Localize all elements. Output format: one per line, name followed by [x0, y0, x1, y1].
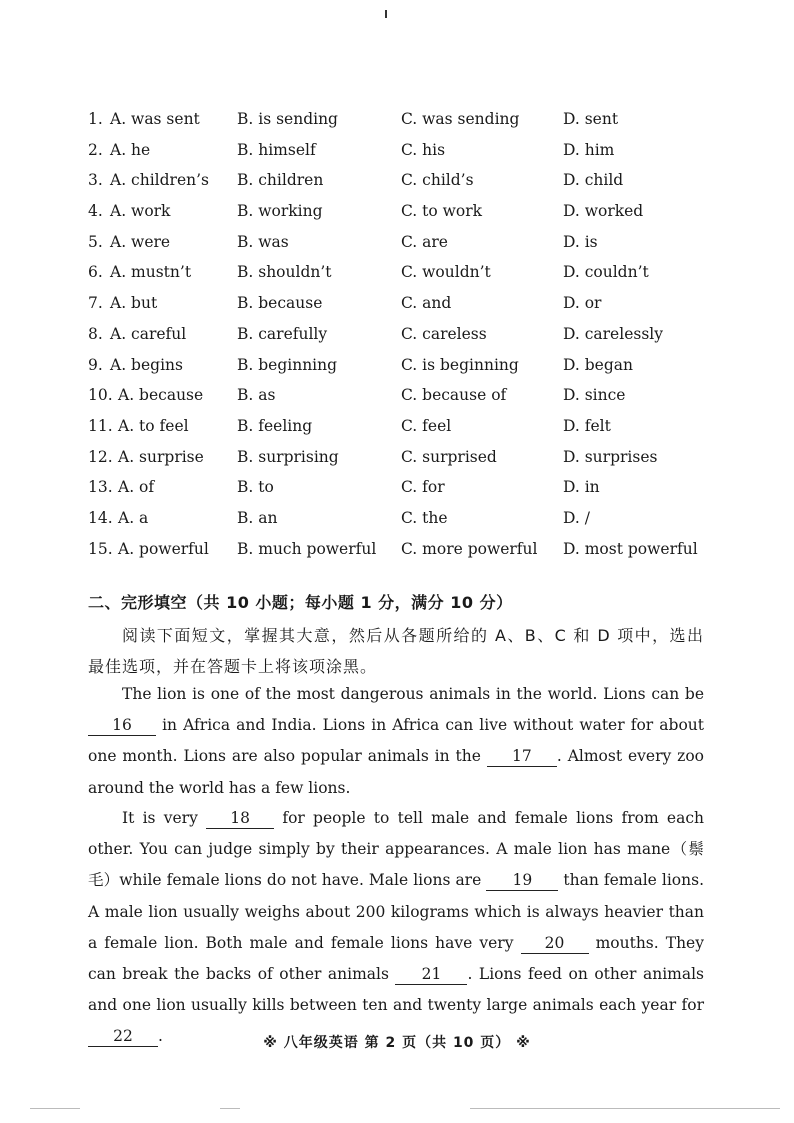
question-number: 15.	[88, 539, 113, 558]
option-b: B. feeling	[237, 416, 313, 435]
option-c: C. his	[401, 140, 446, 159]
option-row	[88, 322, 728, 353]
passage-text: in Africa and India. Lions in Africa can live without water for about one month. Lions are also popular animals in the	[88, 716, 704, 766]
option-b: B. as	[237, 386, 276, 405]
question-number: 4.	[88, 202, 103, 221]
option-c: C. to work	[401, 202, 483, 221]
page-top-mark	[385, 10, 387, 18]
option-d: D. /	[563, 508, 590, 527]
passage-text: mouths. They can break the backs of other animals	[88, 933, 704, 984]
question-number: 2.	[88, 140, 103, 159]
option-row	[88, 199, 728, 230]
option-b: B. was	[237, 232, 289, 251]
option-c: C. and	[401, 294, 452, 313]
option-b: B. to	[237, 478, 274, 497]
option-c: C. for	[401, 478, 445, 497]
option-a: A. of	[118, 478, 155, 497]
section-instructions: 阅读下面短文，掌握其大意，然后从各题所给的 A、B、C 和 D 项中，选出最佳选项，并在答题卡上将该项涂黑。	[88, 626, 704, 676]
blank-17: 17	[487, 746, 557, 767]
option-d: D. or	[563, 294, 602, 313]
option-row	[88, 353, 728, 384]
option-a: A. surprise	[118, 447, 204, 466]
question-number: 13.	[88, 478, 113, 497]
option-d: D. worked	[563, 202, 644, 221]
option-row	[88, 506, 728, 537]
option-d: D. since	[563, 386, 626, 405]
option-a: A. children’s	[110, 171, 209, 190]
option-b: B. beginning	[237, 355, 338, 374]
option-c: C. careless	[401, 324, 487, 343]
blank-16: 16	[88, 715, 156, 736]
question-number: 12.	[88, 447, 113, 466]
blank-19: 19	[486, 870, 558, 891]
question-number: 6.	[88, 263, 103, 282]
option-c: C. surprised	[401, 447, 497, 466]
option-c: C. the	[401, 508, 448, 527]
option-b: B. much powerful	[237, 539, 377, 558]
option-d: D. carelessly	[563, 324, 663, 343]
question-number: 14.	[88, 508, 113, 527]
answer-options	[88, 107, 728, 567]
option-d: D. child	[563, 171, 624, 190]
option-a: A. a	[118, 508, 149, 527]
option-b: B. is sending	[237, 110, 338, 128]
option-row	[88, 107, 728, 138]
section-title: 二、完形填空（共 10 小题；每小题 1 分，满分 10 分）	[88, 593, 513, 612]
option-c: C. was sending	[401, 110, 520, 128]
option-c: C. is beginning	[401, 355, 519, 374]
blank-20: 20	[521, 933, 589, 954]
option-c: C. child’s	[401, 171, 474, 190]
option-a: A. were	[110, 232, 171, 251]
option-b: B. an	[237, 508, 278, 527]
option-row	[88, 383, 728, 414]
option-a: A. but	[110, 294, 158, 313]
option-b: B. shouldn’t	[237, 263, 332, 282]
blank-21: 21	[395, 964, 467, 985]
option-a: A. mustn’t	[110, 263, 192, 282]
option-a: A. begins	[110, 355, 183, 374]
option-b: B. because	[237, 294, 323, 313]
option-d: D. sent	[563, 110, 619, 128]
option-a: A. to feel	[118, 416, 189, 435]
option-d: D. most powerful	[563, 539, 698, 558]
question-number: 5.	[88, 232, 103, 251]
question-number: 1.	[88, 110, 103, 128]
option-c: C. wouldn’t	[401, 263, 491, 282]
option-d: D. couldn’t	[563, 263, 649, 282]
blank-18: 18	[206, 808, 274, 829]
page-footer: ※ 八年级英语 第 2 页（共 10 页） ※	[263, 1035, 531, 1051]
option-row	[88, 291, 728, 322]
option-a: A. careful	[110, 324, 187, 343]
option-a: A. he	[110, 140, 151, 159]
option-b: B. carefully	[237, 324, 328, 343]
option-row	[88, 260, 728, 291]
passage-text: The lion is one of the most dangerous animals in the world. Lions can be	[122, 685, 704, 703]
option-d: D. him	[563, 140, 615, 159]
option-d: D. in	[563, 478, 600, 497]
blank-22: 22	[88, 1026, 158, 1047]
option-a: A. because	[118, 386, 204, 405]
question-number: 11.	[88, 416, 113, 435]
option-c: C. more powerful	[401, 539, 538, 558]
passage-paragraph-1	[88, 679, 704, 804]
option-d: D. felt	[563, 416, 611, 435]
option-row	[88, 168, 728, 199]
option-d: D. began	[563, 355, 633, 374]
passage-text: than female lions. A male lion usually weighs about 200 kilograms which is always heavier than a female lion. Both male and female lions have very	[88, 871, 705, 952]
option-a: A. was sent	[110, 110, 200, 128]
option-row	[88, 537, 728, 568]
option-row	[88, 475, 728, 506]
passage-text: for people to tell male and female lions from each other. You can judge simply by their appearances. A male lion has mane（鬃毛）while female lions do not have. Male lions are	[88, 809, 705, 890]
question-number: 8.	[88, 324, 103, 343]
question-number: 10.	[88, 386, 113, 405]
scan-edge-line	[220, 1108, 240, 1109]
option-c: C. are	[401, 232, 448, 251]
passage-text: . Almost every zoo around the world has a few lions.	[88, 747, 705, 797]
scan-edge-line	[470, 1108, 780, 1109]
passage-text: .	[158, 1027, 163, 1046]
option-row	[88, 445, 728, 476]
option-d: D. is	[563, 232, 598, 251]
passage-text: . Lions feed on other animals and one lion usually kills between ten and twenty large animals each year for	[88, 965, 704, 1015]
question-number: 7.	[88, 294, 103, 313]
option-a: A. work	[110, 202, 171, 221]
scan-edge-line	[30, 1108, 80, 1109]
passage-text: It is very	[122, 809, 207, 827]
question-number: 9.	[88, 355, 103, 374]
option-row	[88, 230, 728, 261]
option-d: D. surprises	[563, 447, 658, 466]
option-b: B. working	[237, 202, 323, 221]
option-c: C. feel	[401, 416, 452, 435]
option-b: B. himself	[237, 140, 316, 159]
option-c: C. because of	[401, 386, 507, 405]
option-b: B. children	[237, 171, 324, 190]
option-b: B. surprising	[237, 447, 339, 466]
option-row	[88, 414, 728, 445]
passage-paragraph-2	[88, 803, 704, 1053]
option-a: A. powerful	[118, 539, 209, 558]
question-number: 3.	[88, 171, 103, 190]
option-row	[88, 138, 728, 169]
